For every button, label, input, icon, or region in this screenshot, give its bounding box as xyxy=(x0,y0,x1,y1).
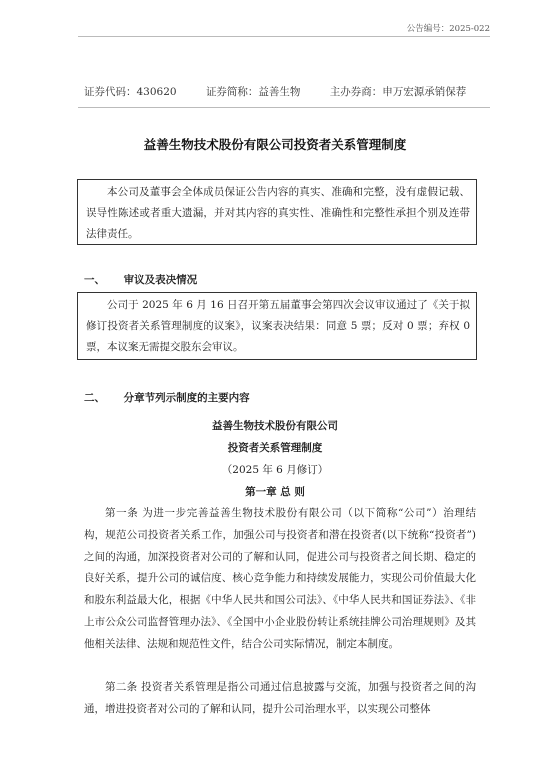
document-title: 益善生物技术股份有限公司投资者关系管理制度 xyxy=(143,137,407,152)
section-heading-2 xyxy=(84,390,250,405)
revision-note: （2025 年 6 月修订） xyxy=(221,464,329,476)
disclaimer-text: 本公司及董事会全体成员保证公告内容的真实、准确和完整，没有虚假记载、误导性陈述或者重大遗漏，并对其内容的真实性、准确性和完整性承担个别及连带法律责任。 xyxy=(86,186,470,240)
section-number: 二、 xyxy=(84,392,105,404)
section-heading-1 xyxy=(84,272,197,287)
section-title: 分章节列示制度的主要内容 xyxy=(123,392,250,404)
company-name: 益善生物技术股份有限公司 xyxy=(212,420,338,432)
stock-code: 证券代码：430620 xyxy=(84,86,177,98)
regulation-title: 投资者关系管理制度 xyxy=(227,442,323,454)
stock-meta-line xyxy=(84,84,492,99)
article-2 xyxy=(84,677,476,721)
section-title: 审议及表决情况 xyxy=(123,274,198,286)
section-number: 一、 xyxy=(84,274,105,286)
stock-name: 证券简称：益善生物 xyxy=(205,86,301,98)
resolution-text: 公司于 2025 年 6 月 16 日召开第五届董事会第四次会议审议通过了《关于拟修订投资者关系管理制度的议案》，议案表决结果：同意 5 票；反对 0 票；弃权 0 票，本议案无需提交股东会审议。 xyxy=(86,299,470,353)
announcement-number: 公告编号：2025-022 xyxy=(406,24,490,34)
disclaimer-box xyxy=(77,179,477,245)
meta-divider xyxy=(78,107,490,108)
article-1-text: 第一条 为进一步完善益善生物技术股份有限公司（以下简称“公司”）治理结构，规范公司投资者关系工作，加强公司与投资者和潜在投资者(以下统称“投资者”)之间的沟通，加深投资者对公司的了解和认同，促进公司与投资者之间长期、稳定的良好关系，提升公司的诚信度、核心竞争能力和持续发展能力，实现公司价值最大化和股东利益最大化，根据《中华人民共和国公司法》、《中华人民共和国证券法》、《非上市公众公司监督管理办法》、《全国中小企业股份转让系统挂牌公司治理规则》及其他相关法律、法规和规范性文件，结合公司实际情况，制定本制度。 xyxy=(84,507,476,650)
article-2-text: 第二条 投资者关系管理是指公司通过信息披露与交流，加强与投资者之间的沟通，增进投资者对公司的了解和认同，提升公司治理水平，以实现公司整体 xyxy=(84,681,476,715)
sponsor-broker: 主办券商：申万宏源承销保荐 xyxy=(329,86,467,98)
article-1 xyxy=(84,503,476,656)
resolution-box xyxy=(77,292,477,360)
chapter-heading: 第一章 总 则 xyxy=(245,486,305,498)
header-divider xyxy=(78,36,490,37)
